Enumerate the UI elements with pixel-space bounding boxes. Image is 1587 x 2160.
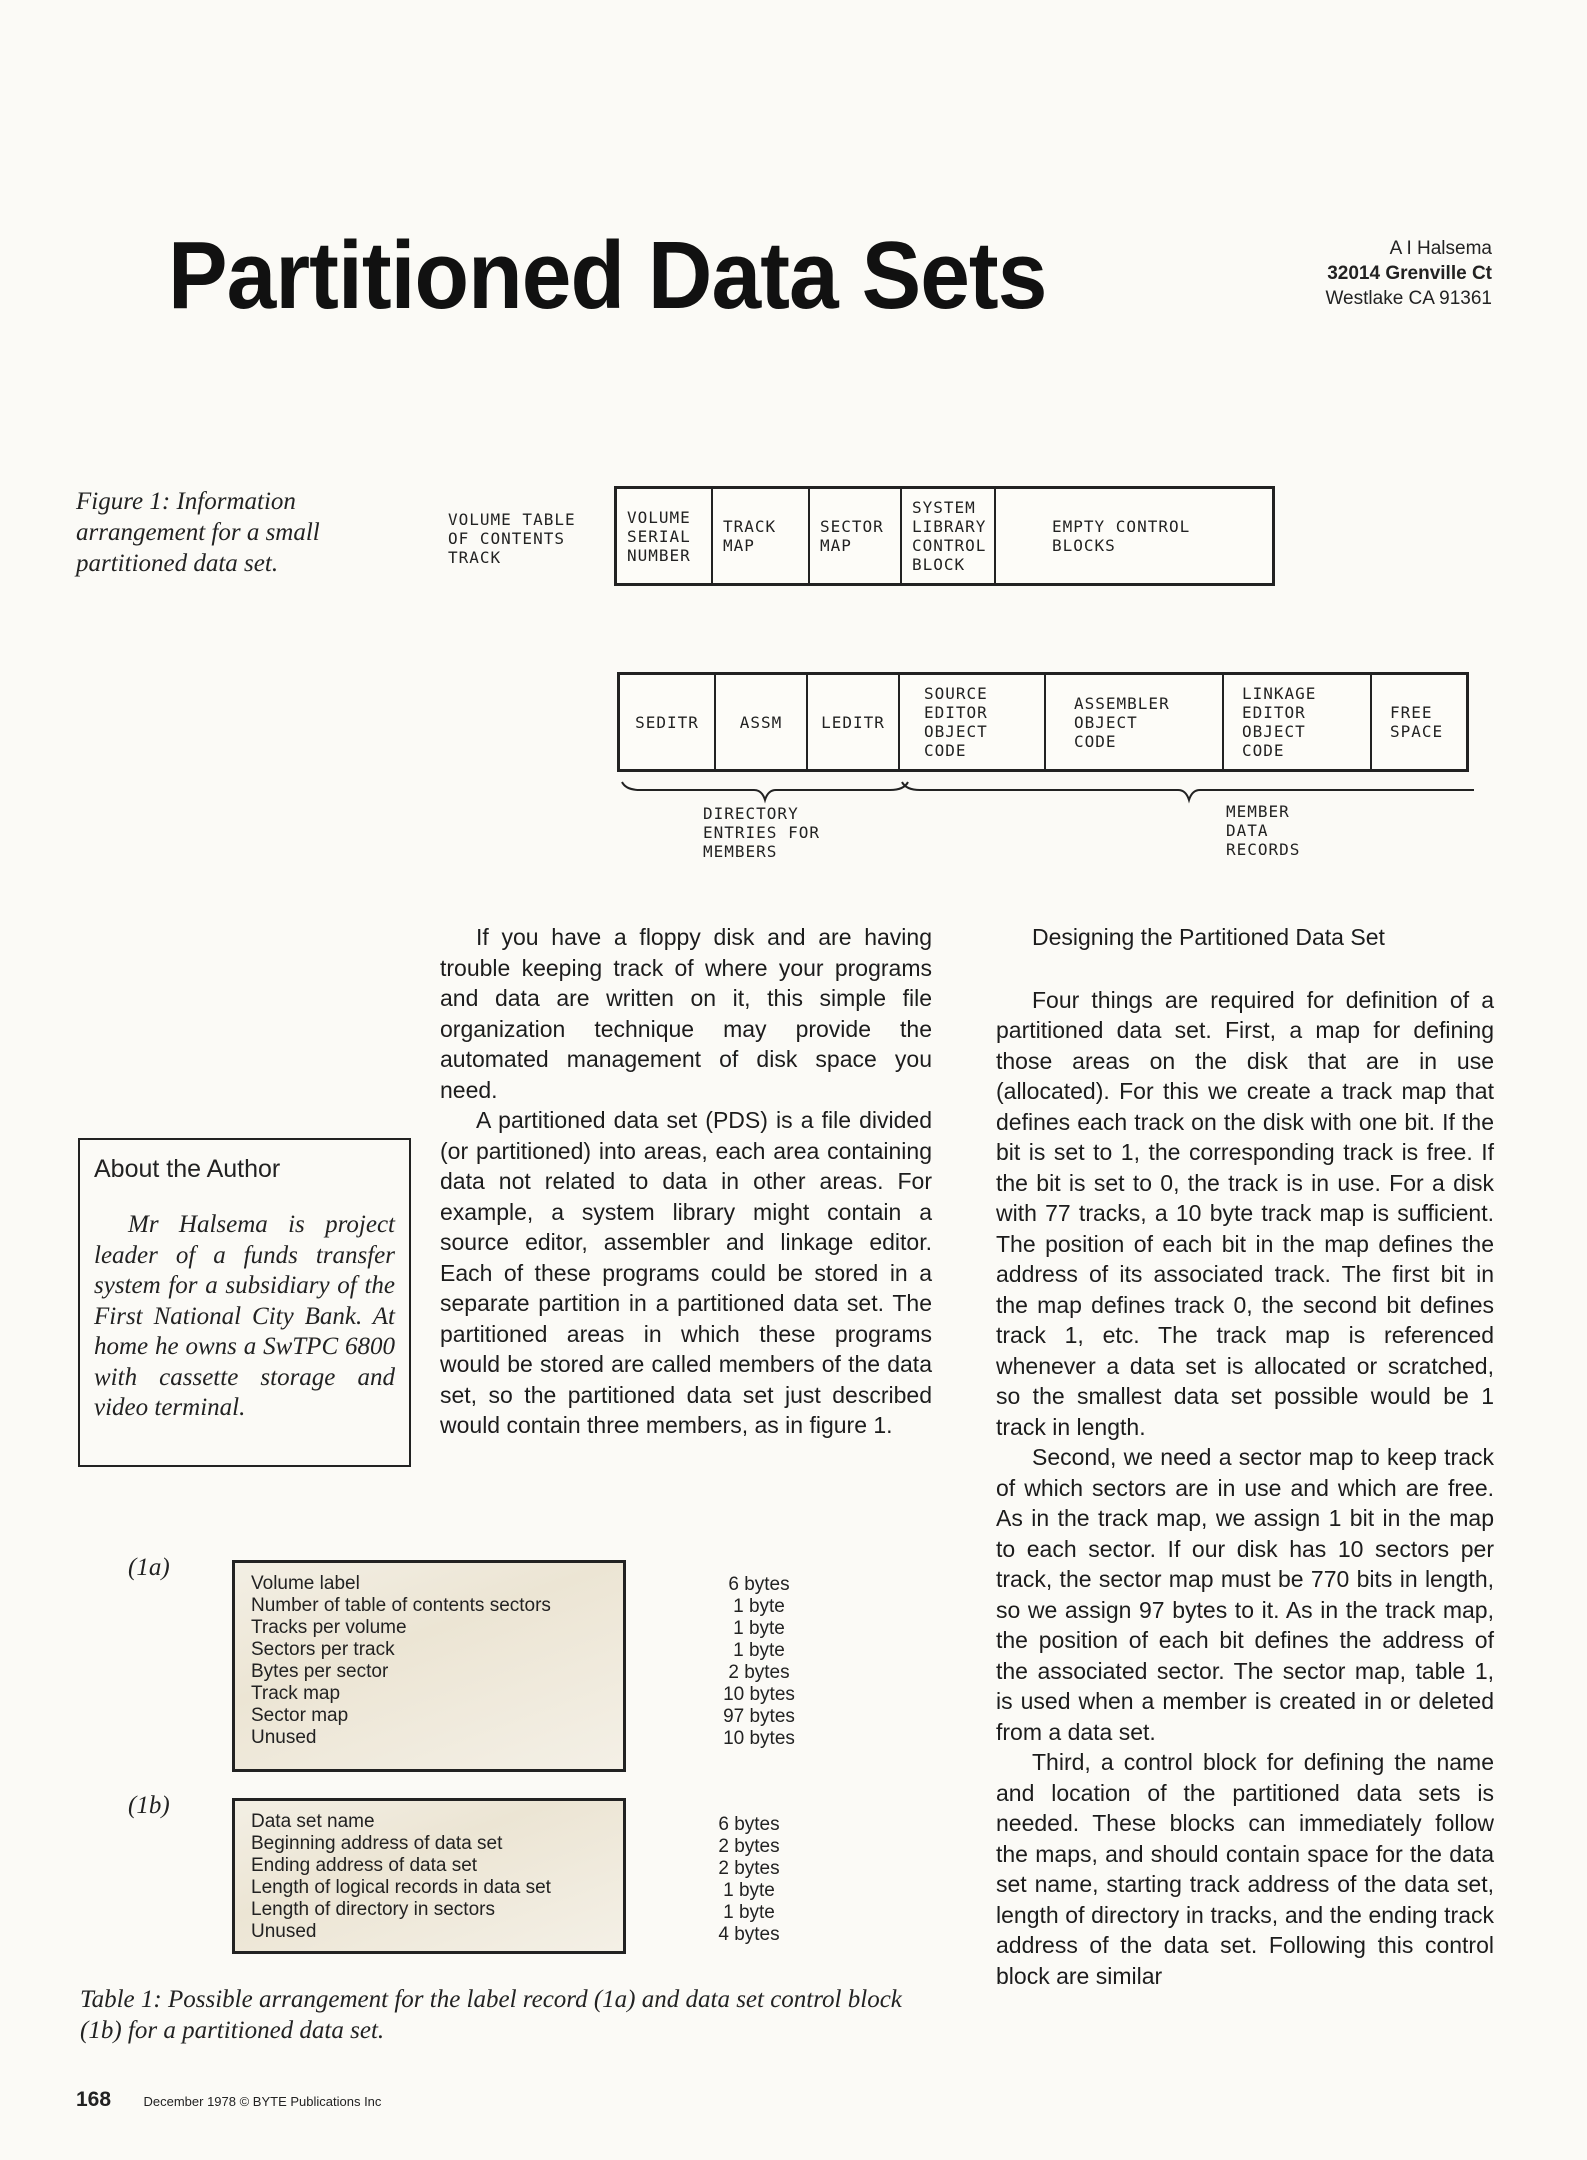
table1b-label: (1b) bbox=[128, 1792, 170, 1819]
author-address bbox=[1325, 236, 1492, 311]
member-data-records-label: MEMBER DATA RECORDS bbox=[1226, 802, 1301, 859]
data-set-row bbox=[617, 672, 1469, 772]
table-size-cell: 6 bytes bbox=[728, 1574, 790, 1595]
table-size-cell: 97 bytes bbox=[723, 1706, 795, 1727]
body-paragraph: If you have a floppy disk and are having trouble keeping track of where your programs and data are written on it, this simple file organization technique may provide the automated management of disk space you need. bbox=[440, 924, 932, 1103]
free-space-cell: FREE SPACE bbox=[1390, 703, 1444, 741]
figure1-caption: Figure 1: Information arrangement for a small partitioned data set. bbox=[76, 488, 320, 577]
table-size-cell: 10 bytes bbox=[723, 1684, 795, 1705]
directory-brace bbox=[620, 780, 910, 804]
table-size-cell: 1 byte bbox=[723, 1880, 775, 1901]
table-row: Beginning address of data set bbox=[251, 1833, 503, 1854]
body-paragraph: Second, we need a sector map to keep track of which sectors are in use and which are free. As in the track map, we assign 1 bit in the map to each sector. If our disk has 10 sectors per track, the sector map must be 770 bits in length, so we assign 97 bytes to it. As in the track map, the position of each bit defines the address of the associated sector. The sector map, table 1, is used when a member is created in or deleted from a data set. bbox=[996, 1444, 1494, 1745]
about-author-body: Mr Halsema is project leader of a funds transfer system for a subsidiary of the First National City Bank. At home he owns a SwTPC 6800 with cassette storage and video terminal. bbox=[94, 1211, 395, 1421]
page-footer bbox=[76, 2088, 381, 2112]
body-paragraph: Third, a control block for defining the name and location of the partitioned data sets is needed. These blocks can immediately follow the maps, and should contain space for the data set name, starting track address of the data set, length of directory in tracks, and the ending track address of the data set. Following this control block are similar bbox=[996, 1749, 1494, 1989]
table1-caption: Table 1: Possible arrangement for the label record (1a) and data set control block (1b) for a partitioned data set. bbox=[80, 1986, 902, 2044]
vtoc-track-label: VOLUME TABLE OF CONTENTS TRACK bbox=[448, 510, 576, 567]
page-number: 168 bbox=[76, 2088, 112, 2111]
body-paragraph: Four things are required for definition of a partitioned data set. First, a map for defining those areas on the disk that are in use (allocated). For this we create a track map that defines each track on the disk with one bit. If the bit is set to 1, the corresponding track is free. If the bit is set to 0, the track is in use. For a disk with 77 tracks, a 10 byte track map is sufficient. The position of each bit in the map defines the address of its associated track. The first bit in the map defines track 0, the second bit defines track 1, etc. The track map is referenced whenever a data set is allocated or scratched, so the smallest data set possible would be 1 track in length. bbox=[996, 986, 1494, 1440]
volume-serial-number-cell: VOLUME SERIAL NUMBER bbox=[617, 489, 713, 583]
table-size-cell: 2 bytes bbox=[718, 1858, 780, 1879]
table-row: Unused bbox=[251, 1921, 317, 1942]
member-data-brace bbox=[900, 780, 1476, 804]
table-row: Tracks per volume bbox=[251, 1617, 407, 1638]
vtoc-track-row bbox=[614, 486, 1275, 586]
table1a-label: (1a) bbox=[128, 1554, 170, 1581]
table-row: Sector map bbox=[251, 1705, 349, 1726]
section-heading: Designing the Partitioned Data Set bbox=[1032, 924, 1385, 950]
publication-credit: December 1978 © BYTE Publications Inc bbox=[143, 2094, 382, 2109]
table-size-cell: 1 byte bbox=[723, 1902, 775, 1923]
article-title: Partitioned Data Sets bbox=[168, 222, 1047, 329]
author-name: A I Halsema bbox=[1389, 238, 1492, 259]
table1b-sizes bbox=[694, 1814, 804, 1946]
table1b-box bbox=[232, 1798, 626, 1954]
table-size-cell: 2 bytes bbox=[718, 1836, 780, 1857]
body-column-right bbox=[996, 922, 1494, 1991]
author-city: Westlake CA 91361 bbox=[1325, 288, 1492, 309]
body-column-middle bbox=[440, 922, 932, 1441]
table1a-sizes bbox=[704, 1574, 814, 1750]
directory-entries-label: DIRECTORY ENTRIES FOR MEMBERS bbox=[703, 804, 820, 861]
sector-map-cell: SECTOR MAP bbox=[810, 489, 902, 583]
author-street: 32014 Grenville Ct bbox=[1327, 263, 1492, 284]
source-editor-object-code-cell: SOURCE EDITOR OBJECT CODE bbox=[900, 675, 1046, 769]
table-row: Length of directory in sectors bbox=[251, 1899, 495, 1920]
empty-control-blocks-cell: EMPTY CONTROL BLOCKS bbox=[1052, 517, 1191, 555]
table-size-cell: 1 byte bbox=[733, 1618, 785, 1639]
about-author-box bbox=[78, 1138, 411, 1467]
table-size-cell: 10 bytes bbox=[723, 1728, 795, 1749]
assm-cell: ASSM bbox=[716, 675, 808, 769]
table-row: Data set name bbox=[251, 1811, 375, 1832]
table-row: Ending address of data set bbox=[251, 1855, 478, 1876]
table1a-box bbox=[232, 1560, 626, 1772]
about-author-title: About the Author bbox=[94, 1155, 281, 1183]
table-row: Length of logical records in data set bbox=[251, 1877, 551, 1898]
body-paragraph: A partitioned data set (PDS) is a file divided (or partitioned) into areas, each area containing data not related to data in other areas. For example, a system library might contain a source editor, assembler and linkage editor. Each of these programs could be stored in a separate partition in a partitioned data set. The partitioned areas in which these programs would be stored are called members of the data set, so the partitioned data set just described would contain three members, as in figure 1. bbox=[440, 1107, 932, 1438]
table-size-cell: 6 bytes bbox=[718, 1814, 780, 1835]
table-size-cell: 1 byte bbox=[733, 1596, 785, 1617]
table-size-cell: 1 byte bbox=[733, 1640, 785, 1661]
track-map-cell: TRACK MAP bbox=[713, 489, 810, 583]
table-row: Bytes per sector bbox=[251, 1661, 389, 1682]
leditr-cell: LEDITR bbox=[808, 675, 900, 769]
assembler-object-code-cell: ASSEMBLER OBJECT CODE bbox=[1046, 675, 1224, 769]
table-row: Volume label bbox=[251, 1573, 360, 1594]
table-row: Track map bbox=[251, 1683, 341, 1704]
system-library-control-block-cell: SYSTEM LIBRARY CONTROL BLOCK bbox=[902, 489, 996, 583]
table-size-cell: 2 bytes bbox=[728, 1662, 790, 1683]
table-row: Sectors per track bbox=[251, 1639, 395, 1660]
table-row: Unused bbox=[251, 1727, 317, 1748]
table-row: Number of table of contents sectors bbox=[251, 1595, 551, 1616]
table-size-cell: 4 bytes bbox=[718, 1924, 780, 1945]
seditr-cell: SEDITR bbox=[620, 675, 716, 769]
linkage-editor-object-code-cell: LINKAGE EDITOR OBJECT CODE bbox=[1224, 675, 1372, 769]
